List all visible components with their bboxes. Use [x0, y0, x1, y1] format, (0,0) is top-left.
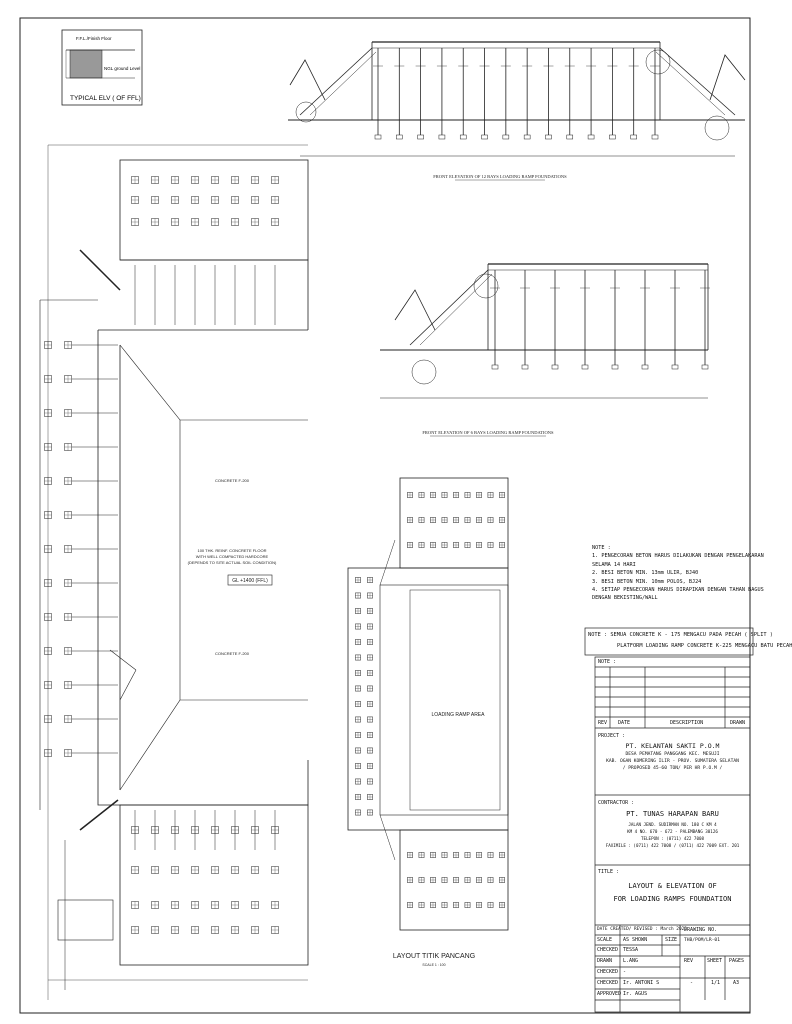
tb-scale-value: AS SHOWN: [623, 937, 648, 943]
elevation-footing: [503, 135, 509, 139]
tb-sheet-label: SHEET: [707, 958, 723, 964]
pile-layout-title: LAYOUT TITIK PANCANG: [392, 953, 476, 960]
plan-floor-note-1: 100 THK. REINF. CONCRETE FLOOR: [197, 548, 267, 553]
tb-description-header: DESCRIPTION: [670, 720, 704, 726]
pile-layout-scale: SCALE 1 : 100: [422, 963, 446, 967]
elevation-footing: [588, 135, 594, 139]
tb-date-created: DATE CREATED/ REVISED : March 2022: [597, 927, 687, 932]
elevation-footing: [609, 135, 615, 139]
tb-approved-value: Ir. AGUS: [623, 991, 648, 997]
elevation-footing: [702, 365, 708, 369]
elevation-footing: [631, 135, 637, 139]
pile-layout-plan: [348, 478, 508, 967]
tb-drawn-label: DRAWN: [597, 958, 613, 964]
elevation-footing: [552, 365, 558, 369]
pile-area-label: LOADING RAMP AREA: [431, 712, 485, 718]
plan-floor-note-3: (DEPENDS TO SITE ACTUAL SOIL CONDITION): [187, 560, 277, 565]
elevation-footing: [612, 365, 618, 369]
typical-elv-fill-label: NGL ground Level: [104, 66, 141, 71]
plan-level-box: GL +1400 (FFL): [232, 578, 268, 584]
tb-project-line-2: DESA PEMATANG PANGGANG KEC. MESUJI: [625, 752, 720, 757]
tb-rev-value: -: [690, 980, 694, 986]
tb-sheet-value: 1/1: [711, 980, 721, 986]
note-line-5: 4. SETIAP PENGECORAN HARUS DIRAPIKAN DENGAN TAHAN BAGUS: [592, 587, 764, 594]
note-line-6: DENGAN BEKISTING/WALL: [592, 595, 658, 602]
tb-approved-label: APPROVED: [597, 991, 622, 997]
tb-drawing-no-label: DRAWING NO.: [684, 927, 718, 933]
tb-scale-label: SCALE: [597, 937, 613, 943]
elevation-footing: [582, 365, 588, 369]
tb-drawn-header: DRAWN: [730, 720, 746, 726]
tb-contractor-line-5: FAXIMILE : (0711) 422 7008 / (0711) 422 7009 EXT. 201: [605, 843, 740, 848]
elevation-6-title: FRONT ELEVATION OF 6 BAYS LOADING RAMP FOUNDATIONS: [422, 430, 554, 435]
tb-contractor-line-3: KM 4 NO. 670 - 672 - PALEMBANG 30126: [627, 829, 718, 834]
tb-contractor-label: CONTRACTOR :: [598, 800, 635, 806]
tb-title-line-2: FOR LOADING RAMPS FOUNDATION: [613, 895, 732, 903]
elevation-footing: [482, 135, 488, 139]
tb-pages-value: A3: [733, 980, 740, 986]
tb-checked-label-3: CHECKED: [597, 980, 619, 986]
tb-checked-label-1: CHECKED: [597, 947, 619, 953]
note-line-2: SELAMA 14 HARI: [592, 561, 636, 568]
tb-checked-value-3: Ir. ANTONI S: [623, 980, 660, 986]
typical-elv-top-label: F.F.L./Finish Floor: [76, 36, 112, 41]
typical-elv-title: TYPICAL ELV ( OF FFL): [70, 95, 141, 102]
elevation-footing: [460, 135, 466, 139]
tb-rev-header: REV: [598, 720, 608, 726]
note-line-4: 3. BESI BETON MIN. 10mm POLOS, BJ24: [592, 578, 702, 585]
tb-project-label: PROJECT :: [598, 733, 626, 739]
general-notes: [592, 544, 764, 603]
tb-project-line-4: / PROPOSED 45-60 TON/ PER HR P.O.M /: [622, 766, 723, 771]
tb-contractor-line-1: PT. TUNAS HARAPAN BARU: [626, 810, 719, 818]
notes-box-line-1: NOTE : SEMUA CONCRETE K - 175 MENGACU PADA PECAH ( SPLIT ): [588, 632, 773, 638]
typical-elevation-inset: [62, 30, 142, 105]
tb-contractor-line-2: JALAN JEND. SUDIRMAN NO. 180 C KM 4: [628, 822, 717, 827]
elevation-footing: [524, 135, 530, 139]
elevation-footing: [439, 135, 445, 139]
title-block: [595, 657, 750, 1012]
elevation-12-title: FRONT ELEVATION OF 12 BAYS LOADING RAMP FOUNDATIONS: [433, 174, 567, 179]
elevation-footing: [652, 135, 658, 139]
pile-layout-grid: [355, 492, 504, 907]
tb-drawn-value: L.ANG: [623, 958, 639, 964]
tb-title-label: TITLE :: [598, 869, 620, 875]
elevation-footing: [642, 365, 648, 369]
tb-pages-label: PAGES: [729, 958, 745, 964]
plan-concrete-label-2: CONCRETE F-200: [214, 651, 250, 656]
tb-checked-value-1: TESSA: [623, 947, 639, 953]
sheet-border: [20, 18, 764, 1013]
tb-checked-label-2: CHECKED: [597, 969, 619, 975]
tb-date-header: DATE: [618, 720, 631, 726]
tb-drawing-no: THB/POM/LR-01: [684, 938, 720, 943]
loading-ramp-plan: [40, 145, 308, 1000]
elevation-6-posts: [490, 270, 710, 369]
tb-size-label: SIZE: [665, 937, 678, 943]
note-line-1: 1. PENGECORAN BETON HARUS DILAKUKAN DENGAN PENGELAKARAN: [592, 553, 764, 560]
elevation-footing: [418, 135, 424, 139]
notes-box-line-2: PLATFORM LOADING RAMP CONCRETE K-225 MENGACU BATU PECAH: [617, 643, 792, 649]
front-elevation-12-bays: [288, 42, 745, 180]
elevation-12-posts: [373, 48, 660, 139]
elevation-footing: [672, 365, 678, 369]
notes-heading: NOTE :: [592, 545, 611, 551]
note-line-3: 2. BESI BETON MIN. 13mm ULIR, BJ40: [592, 570, 699, 577]
elevation-footing: [375, 135, 381, 139]
tb-title-line-1: LAYOUT & ELEVATION OF: [628, 882, 717, 890]
tb-note-label: NOTE :: [598, 659, 617, 665]
elevation-footing: [492, 365, 498, 369]
tb-contractor-line-4: TELEPON : (0711) 422 7008: [640, 836, 705, 841]
tb-project-line-1: PT. KELANTAN SAKTI P.O.M: [625, 742, 720, 750]
plan-concrete-label: CONCRETE F-200: [214, 478, 250, 483]
elevation-footing: [522, 365, 528, 369]
plan-floor-note-2: WITH WELL COMPACTED HARDCORE: [195, 554, 269, 559]
tb-project-line-3: KAB. OGAN KOMERING ILIR - PROV. SUMATERA SELATAN: [606, 759, 739, 764]
elevation-footing: [545, 135, 551, 139]
elevation-footing: [396, 135, 402, 139]
tb-rev-label: REV: [684, 958, 694, 964]
front-elevation-6-bays: [380, 264, 710, 436]
elevation-footing: [567, 135, 573, 139]
tb-checked-value-2: -: [623, 969, 627, 975]
